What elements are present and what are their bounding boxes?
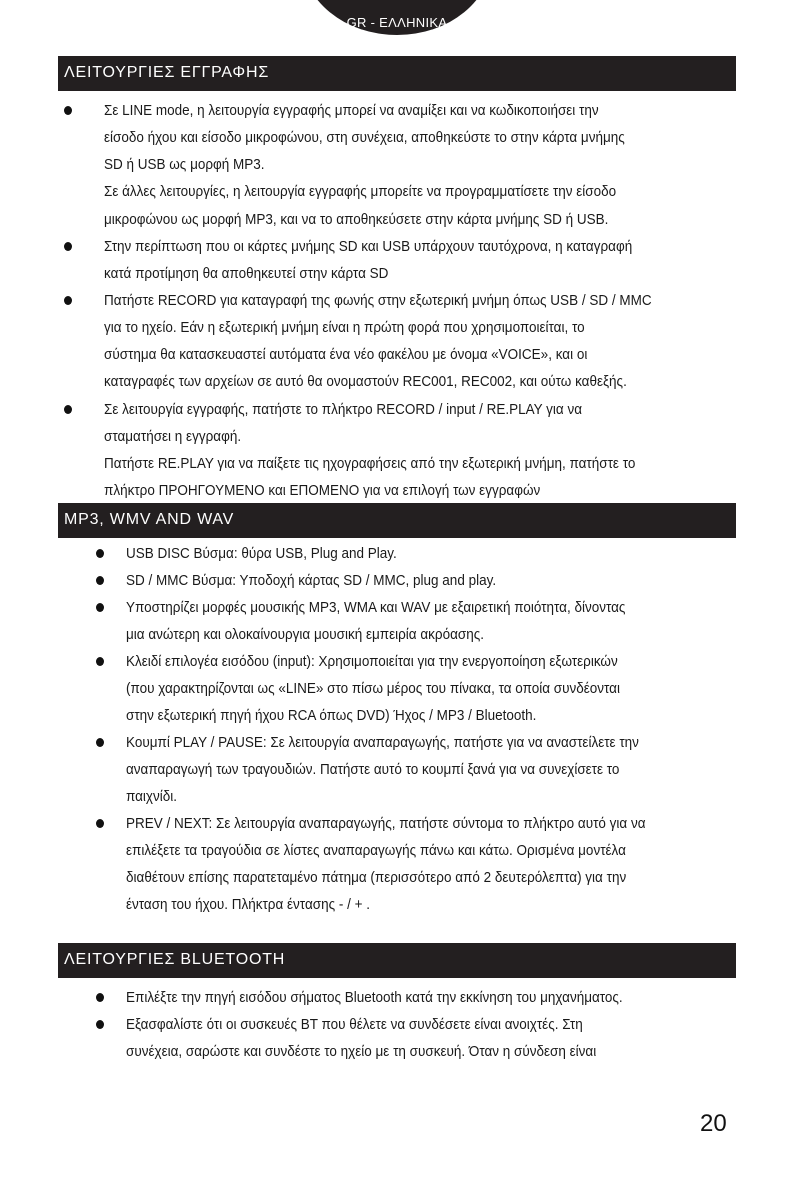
- list-item-text: στην εξωτερική πηγή ήχου RCA όπως DVD) Ήχος / MP3 / Bluetooth.: [126, 707, 537, 724]
- bullet-icon: [96, 657, 104, 666]
- list-item-text: Σε άλλες λειτουργίες, η λειτουργία εγγραφής μπορείτε να προγραμματίσετε την είσοδο: [104, 183, 617, 201]
- list-item-text: επιλέξετε τα τραγούδια σε λίστες αναπαραγωγής πάνω και κάτω. Ορισμένα μοντέλα: [126, 842, 626, 859]
- bullet-icon: [96, 1020, 104, 1029]
- list-item-text: SD ή USB ως μορφή MP3.: [104, 156, 265, 174]
- list-item-text: PREV / NEXT: Σε λειτουργία αναπαραγωγής, πατήστε σύντομα το πλήκτρο αυτό για να: [126, 815, 646, 832]
- list-item-text: πλήκτρο ΠΡΟΗΓΟΥΜΕΝΟ και ΕΠΟΜΕΝΟ για να επιλογή των εγγραφών: [104, 481, 541, 499]
- language-tab-label: GR - ΕΛΛΗΝΙΚΑ: [346, 15, 448, 30]
- list-item-text: Πατήστε RECORD για καταγραφή της φωνής στην εξωτερική μνήμη όπως USB / SD / MMC: [104, 291, 652, 309]
- bullet-icon: [96, 549, 104, 558]
- list-item-text: Επιλέξτε την πηγή εισόδου σήματος Bluetooth κατά την εκκίνηση του μηχανήματος.: [126, 989, 623, 1006]
- list-item-text: μικροφώνου ως μορφή MP3, και να το αποθηκεύσετε στην κάρτα μνήμης SD ή USB.: [104, 210, 609, 228]
- list-item-text: σύστημα θα κατασκευαστεί αυτόματα ένα νέο φακέλου με όνομα «VOICE», και οι: [104, 346, 588, 364]
- list-item-text: Σε LINE mode, η λειτουργία εγγραφής μπορεί να αναμίξει και να κωδικοποιήσει την: [104, 102, 599, 119]
- list-item-text: Κουμπί PLAY / PAUSE: Σε λειτουργία αναπαραγωγής, πατήστε για να αναστείλετε την: [126, 734, 639, 751]
- bullet-icon: [96, 603, 104, 612]
- bullet-icon: [96, 819, 104, 828]
- list-item-text: Υποστηρίζει μορφές μουσικής MP3, WMA και WAV με εξαιρετική ποιότητα, δίνοντας: [126, 599, 626, 616]
- list-item-text: κατά προτίμηση θα αποθηκευτεί στην κάρτα SD: [104, 264, 389, 282]
- list-item-text: σταματήσει η εγγραφή.: [104, 427, 242, 445]
- list-item-text: USB DISC Βύσμα: θύρα USB, Plug and Play.: [126, 545, 397, 562]
- list-item-text: Σε λειτουργία εγγραφής, πατήστε το πλήκτρο RECORD / input / RE.PLAY για να: [104, 400, 583, 418]
- page-number: 20: [700, 1110, 727, 1137]
- list-item-text: Κλειδί επιλογέα εισόδου (input): Χρησιμοποιείται για την ενεργοποίηση εξωτερικών: [126, 653, 618, 670]
- list-item-text: Πατήστε RE.PLAY για να παίξετε τις ηχογραφήσεις από την εξωτερική μνήμη, πατήστε το: [104, 454, 636, 472]
- bullet-icon: [96, 576, 104, 585]
- bullet-icon: [64, 405, 72, 414]
- list-item-text: συνέχεια, σαρώστε και συνδέστε το ηχείο με τη συσκευή. Όταν η σύνδεση είναι: [126, 1043, 597, 1060]
- section-header: [58, 56, 736, 91]
- bullet-icon: [64, 296, 72, 305]
- list-item-text: Εξασφαλίστε ότι οι συσκευές BT που θέλετε να συνδέσετε είναι ανοιχτές. Στη: [126, 1016, 583, 1033]
- bullet-icon: [96, 738, 104, 747]
- list-item-text: διαθέτουν επίσης παρατεταμένο πάτημα (περισσότερο από 2 δευτερόλεπτα) για την: [126, 869, 627, 886]
- section-title: MP3, WMV AND WAV: [64, 511, 235, 528]
- section-title: ΛΕΙΤΟΥΡΓΙΕΣ BLUETOOTH: [64, 951, 286, 968]
- list-item-text: μια ανώτερη και ολοκαίνουργια μουσική εμπειρία ακρόασης.: [126, 626, 485, 643]
- list-item-text: για το ηχείο. Εάν η εξωτερική μνήμη είναι η πρώτη φορά που χρησιμοποιείται, το: [104, 319, 585, 337]
- list-item-text: Στην περίπτωση που οι κάρτες μνήμης SD και USB υπάρχουν ταυτόχρονα, η καταγραφή: [104, 237, 633, 255]
- list-item-text: καταγραφές των αρχείων σε αυτό θα ονομαστούν REC001, REC002, και ούτω καθεξής.: [104, 373, 627, 391]
- bullet-icon: [64, 242, 72, 251]
- bullet-icon: [96, 993, 104, 1002]
- list-item-text: ένταση του ήχου. Πλήκτρα έντασης - / + .: [126, 896, 370, 913]
- section-header: [58, 943, 736, 978]
- list-item-text: παιχνίδι.: [126, 788, 178, 805]
- bullet-icon: [64, 106, 72, 115]
- list-item-text: (που χαρακτηρίζονται ως «LINE» στο πίσω μέρος του πίνακα, τα οποία συνδέονται: [126, 680, 620, 697]
- list-item-text: αναπαραγωγή των τραγουδιών. Πατήστε αυτό το κουμπί ξανά για να συνεχίσετε το: [126, 761, 620, 778]
- list-item-text: SD / MMC Βύσμα: Υποδοχή κάρτας SD / MMC, plug and play.: [126, 572, 497, 589]
- section-title: ΛΕΙΤΟΥΡΓΙΕΣ ΕΓΓΡΑΦΗΣ: [64, 64, 270, 81]
- list-item-text: είσοδο ήχου και είσοδο μικροφώνου, στη συνέχεια, αποθηκεύστε το στην κάρτα μνήμης: [104, 129, 625, 147]
- section-header: [58, 503, 736, 538]
